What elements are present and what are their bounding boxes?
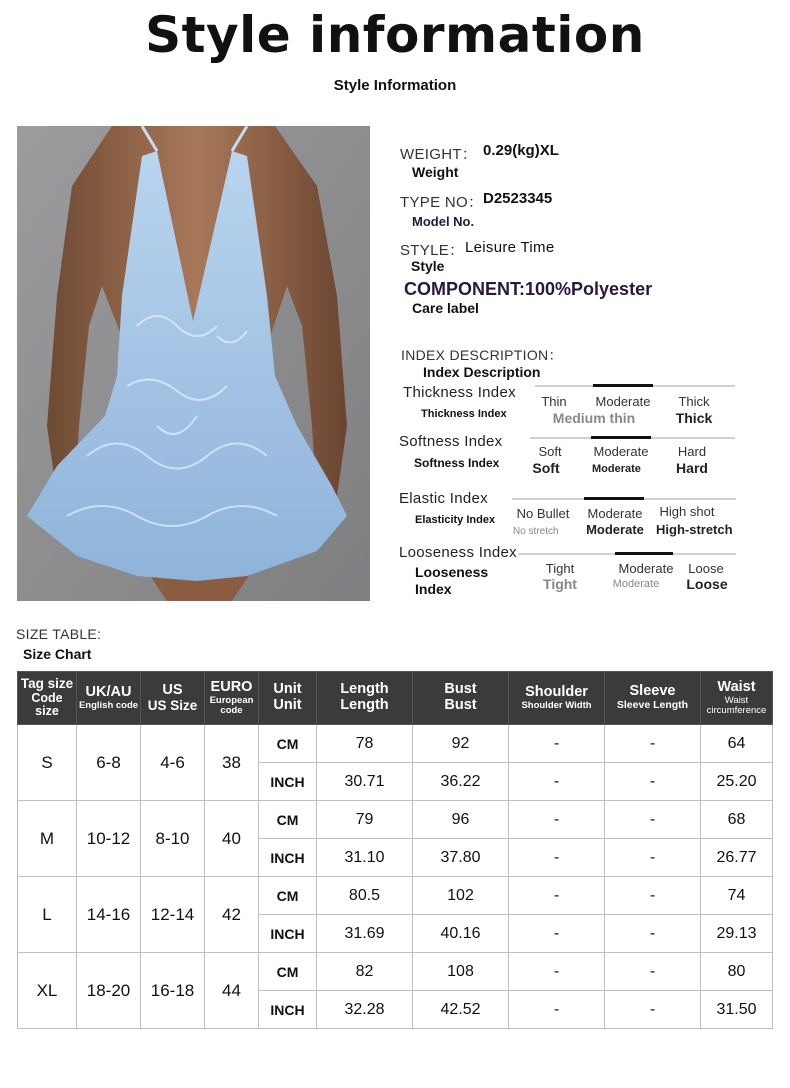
softness-sub: Softness Index: [414, 456, 500, 470]
thickness-opt-moderate: Moderate: [595, 394, 651, 409]
weight-sub: Weight: [412, 164, 459, 180]
shoulder-cell: -: [509, 991, 605, 1029]
th-uk-au: UK/AU English code: [77, 672, 141, 725]
length-cell: 31.10: [317, 839, 413, 877]
weight-label: WEIGHT：: [400, 146, 478, 163]
length-cell: 30.71: [317, 763, 413, 801]
elastic-opt-highshot: High shot: [659, 504, 715, 519]
waist-cell: 26.77: [701, 839, 773, 877]
sleeve-cell: -: [605, 801, 701, 839]
softness-sub-hard: Hard: [676, 460, 708, 476]
thickness-opt-thin: Thin: [541, 394, 567, 409]
length-cell: 78: [317, 725, 413, 763]
th-waist: Waist Waist circumference: [701, 672, 773, 725]
dress-illustration: [17, 126, 370, 601]
unit-cell: CM: [259, 725, 317, 763]
waist-cell: 80: [701, 953, 773, 991]
size-table: [17, 671, 773, 1029]
euro-cell: 38: [205, 725, 259, 801]
product-photo: [17, 126, 370, 601]
th-shoulder: Shoulder Shoulder Width: [509, 672, 605, 725]
bust-cell: 36.22: [413, 763, 509, 801]
sleeve-cell: -: [605, 991, 701, 1029]
table-row: [18, 725, 773, 763]
shoulder-cell: -: [509, 877, 605, 915]
softness-opt-moderate: Moderate: [593, 444, 649, 459]
softness-opt-hard: Hard: [677, 444, 707, 459]
shoulder-cell: -: [509, 763, 605, 801]
size-table-subtitle: Size Chart: [23, 646, 92, 662]
looseness-sub2: Index: [415, 581, 452, 597]
size-cell: XL: [18, 953, 77, 1029]
euro-cell: 40: [205, 801, 259, 877]
bust-cell: 37.80: [413, 839, 509, 877]
us-cell: 16-18: [141, 953, 205, 1029]
style-sub: Style: [411, 258, 445, 274]
th-bust: Bust Bust: [413, 672, 509, 725]
th-sleeve: Sleeve Sleeve Length: [605, 672, 701, 725]
sleeve-cell: -: [605, 877, 701, 915]
sleeve-cell: -: [605, 763, 701, 801]
type-value: D2523345: [483, 190, 553, 207]
thickness-label: Thickness Index: [403, 384, 516, 401]
th-length: Length Length: [317, 672, 413, 725]
thickness-scale-marker: [593, 384, 653, 387]
index-title: INDEX DESCRIPTION：: [401, 347, 563, 363]
shoulder-cell: -: [509, 953, 605, 991]
uk-cell: 18-20: [77, 953, 141, 1029]
page-subtitle: Style Information: [333, 77, 457, 94]
size-cell: M: [18, 801, 77, 877]
size-cell: S: [18, 725, 77, 801]
unit-cell: CM: [259, 953, 317, 991]
th-unit: Unit Unit: [259, 672, 317, 725]
elastic-sub-nostretch: No stretch: [513, 526, 559, 537]
uk-cell: 6-8: [77, 725, 141, 801]
type-sub: Model No.: [412, 214, 475, 229]
shoulder-cell: -: [509, 725, 605, 763]
bust-cell: 42.52: [413, 991, 509, 1029]
looseness-sub1: Looseness: [415, 564, 489, 580]
unit-cell: INCH: [259, 991, 317, 1029]
shoulder-cell: -: [509, 801, 605, 839]
waist-cell: 29.13: [701, 915, 773, 953]
weight-value: 0.29(kg)XL: [483, 142, 559, 159]
page-title: Style information: [145, 6, 645, 64]
unit-cell: CM: [259, 801, 317, 839]
waist-cell: 68: [701, 801, 773, 839]
type-label: TYPE NO：: [400, 194, 484, 211]
sleeve-cell: -: [605, 953, 701, 991]
index-subtitle: Index Description: [423, 364, 541, 380]
style-label: STYLE：: [400, 242, 465, 259]
th-us: US US Size: [141, 672, 205, 725]
looseness-sub-tight: Tight: [543, 576, 577, 592]
looseness-scale-marker: [615, 552, 673, 555]
thickness-sub-thick: Thick: [675, 410, 713, 426]
waist-cell: 31.50: [701, 991, 773, 1029]
unit-cell: INCH: [259, 839, 317, 877]
length-cell: 79: [317, 801, 413, 839]
elastic-label: Elastic Index: [399, 490, 488, 507]
bust-cell: 92: [413, 725, 509, 763]
size-table-title: SIZE TABLE:: [16, 626, 102, 642]
length-cell: 82: [317, 953, 413, 991]
us-cell: 8-10: [141, 801, 205, 877]
elastic-sub: Elasticity Index: [415, 514, 496, 526]
looseness-opt-moderate: Moderate: [618, 561, 674, 576]
looseness-opt-tight: Tight: [545, 561, 575, 576]
looseness-label: Looseness Index: [399, 544, 517, 561]
softness-scale-marker: [591, 436, 651, 439]
elastic-sub-high: High-stretch: [656, 522, 733, 537]
th-tag-size: Tag size Code size: [18, 672, 77, 725]
sleeve-cell: -: [605, 725, 701, 763]
thickness-sub: Thickness Index: [421, 408, 507, 420]
length-cell: 32.28: [317, 991, 413, 1029]
size-table-header-row: [18, 672, 773, 725]
us-cell: 12-14: [141, 877, 205, 953]
length-cell: 80.5: [317, 877, 413, 915]
elastic-opt-nobullet: No Bullet: [516, 506, 570, 521]
bust-cell: 102: [413, 877, 509, 915]
table-row: [18, 801, 773, 839]
waist-cell: 74: [701, 877, 773, 915]
sleeve-cell: -: [605, 915, 701, 953]
bust-cell: 108: [413, 953, 509, 991]
unit-cell: INCH: [259, 763, 317, 801]
bust-cell: 96: [413, 801, 509, 839]
softness-label: Softness Index: [399, 433, 503, 450]
component-sub: Care label: [412, 300, 479, 316]
elastic-opt-moderate: Moderate: [587, 506, 643, 521]
th-euro: EURO European code: [205, 672, 259, 725]
bust-cell: 40.16: [413, 915, 509, 953]
sleeve-cell: -: [605, 839, 701, 877]
euro-cell: 44: [205, 953, 259, 1029]
length-cell: 31.69: [317, 915, 413, 953]
component-value: COMPONENT:100%Polyester: [404, 279, 653, 299]
table-row: [18, 877, 773, 915]
thickness-sub-medium: Medium thin: [552, 410, 636, 426]
looseness-sub-loose: Loose: [686, 576, 728, 592]
unit-cell: CM: [259, 877, 317, 915]
elastic-sub-moderate: Moderate: [586, 522, 644, 537]
thickness-opt-thick: Thick: [678, 394, 710, 409]
waist-cell: 25.20: [701, 763, 773, 801]
waist-cell: 64: [701, 725, 773, 763]
shoulder-cell: -: [509, 915, 605, 953]
unit-cell: INCH: [259, 915, 317, 953]
softness-opt-soft: Soft: [538, 444, 562, 459]
shoulder-cell: -: [509, 839, 605, 877]
uk-cell: 10-12: [77, 801, 141, 877]
elastic-scale-marker: [584, 497, 644, 500]
us-cell: 4-6: [141, 725, 205, 801]
looseness-sub-moderate: Moderate: [612, 578, 660, 590]
uk-cell: 14-16: [77, 877, 141, 953]
euro-cell: 42: [205, 877, 259, 953]
softness-sub-moderate: Moderate: [592, 463, 641, 475]
style-value: Leisure Time: [465, 239, 555, 256]
table-row: [18, 953, 773, 991]
size-cell: L: [18, 877, 77, 953]
looseness-opt-loose: Loose: [688, 561, 724, 576]
softness-sub-soft: Soft: [532, 460, 560, 476]
